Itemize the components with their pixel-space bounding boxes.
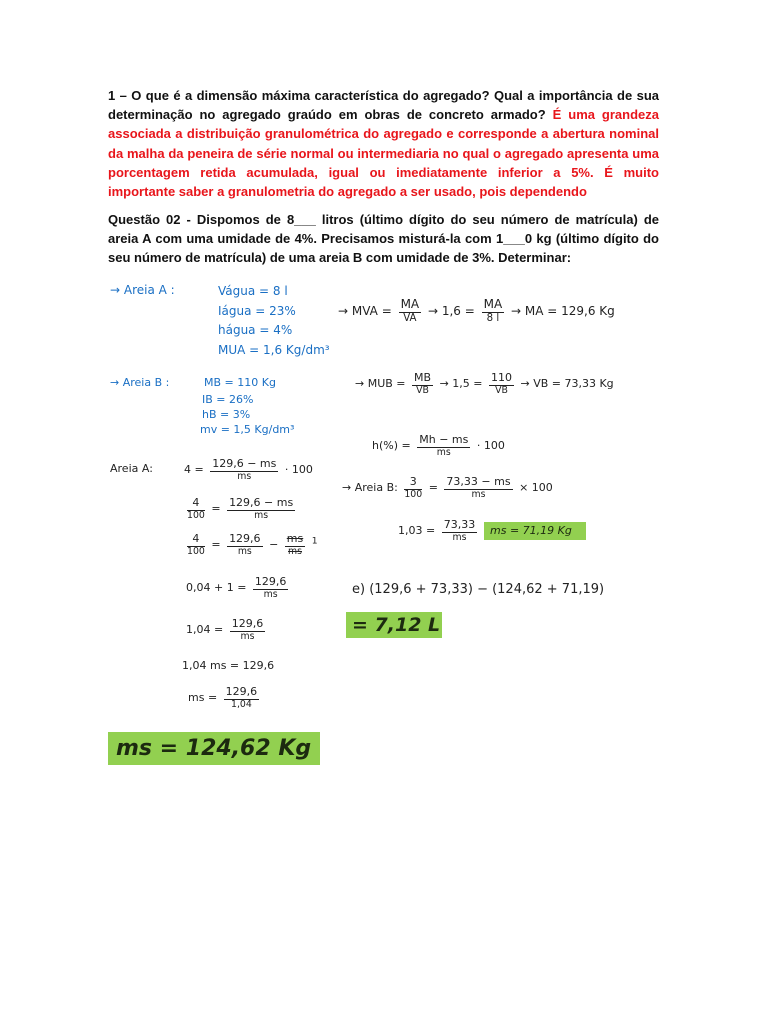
step-1-fraction xyxy=(210,458,278,482)
areia-a-iagua: Iágua = 23% xyxy=(218,304,296,318)
step-2-den: ms xyxy=(254,509,269,521)
step-3-lden: 100 xyxy=(187,545,205,557)
mub-mid: → 1,5 = xyxy=(439,377,483,391)
mva-f1-den: VA xyxy=(403,312,417,324)
item-e-result-highlight: = 7,12 L xyxy=(346,612,442,638)
mub-fraction-1 xyxy=(412,372,433,396)
areia-b-den: ms xyxy=(471,488,486,500)
areia-b-lden: 100 xyxy=(404,488,423,500)
areia-b-left-fraction xyxy=(404,476,422,500)
areia-b-steps-label: → Areia B: xyxy=(342,481,398,495)
areia-b-hb: hB = 3% xyxy=(202,408,251,421)
moisture-formula-tail: · 100 xyxy=(476,439,505,453)
final-result-highlight: ms = 124,62 Kg xyxy=(108,732,320,765)
step-3-mark: 1 xyxy=(311,535,318,547)
step-2-fraction xyxy=(227,497,295,521)
areia-a-vagua: Vágua = 8 l xyxy=(218,284,288,298)
areia-b-equals: = xyxy=(428,481,438,495)
step-3-lnum: 4 xyxy=(187,533,205,547)
step-7-den: 1,04 xyxy=(231,698,252,710)
areia-b-label: → Areia B : xyxy=(110,376,170,389)
question-2 xyxy=(108,210,659,268)
step-2-lnum: 4 xyxy=(187,497,205,511)
question-2-prompt: Questão 02 - Dispomos de 8___ litros (último dígito do seu número de matrícula) de areia A com uma umidade de 4%. Precisamos misturá-la com 1___0 kg (último dígito do seu número de matrícula) de uma areia B com umidade de 3%. Determinar: xyxy=(108,212,659,266)
areia-a-step-1 xyxy=(184,458,313,482)
mva-mid: → 1,6 = xyxy=(427,303,475,318)
step-5-lhs: 1,04 = xyxy=(186,623,224,637)
mva-f2-den: 8 l xyxy=(486,312,500,324)
item-e-expression: e) (129,6 + 73,33) − (124,62 + 71,19) xyxy=(352,582,605,597)
areia-a-step-4 xyxy=(186,576,291,600)
moisture-formula-den: ms xyxy=(436,446,451,458)
step-3-fraction xyxy=(227,533,263,557)
mub-lhs: → MUB = xyxy=(355,377,406,391)
areia-b-step-2-den: ms xyxy=(452,531,467,543)
areia-b-ib: IB = 26% xyxy=(202,393,254,406)
mva-lhs: → MVA = xyxy=(338,303,392,318)
step-2-num: 129,6 − ms xyxy=(229,496,294,509)
step-2-equals: = xyxy=(211,502,221,516)
step-5-num: 129,6 xyxy=(231,617,264,630)
mva-result: → MA = 129,6 Kg xyxy=(511,303,615,318)
step-3-left-fraction xyxy=(187,533,205,557)
areia-b-step-2-lhs: 1,03 = xyxy=(398,524,436,538)
step-3-mid: − xyxy=(269,538,279,552)
mub-result: → VB = 73,33 Kg xyxy=(520,377,614,391)
step-1-den: ms xyxy=(237,470,252,482)
areia-b-step-2 xyxy=(398,519,480,543)
areia-a-steps-label: Areia A: xyxy=(110,462,153,475)
step-5-fraction xyxy=(230,618,266,642)
areia-a-step-5 xyxy=(186,618,268,642)
step-3-cden: ms xyxy=(288,545,302,557)
areia-b-tail: × 100 xyxy=(519,481,553,495)
areia-a-step-2 xyxy=(184,497,298,521)
areia-a-step-6: 1,04 ms = 129,6 xyxy=(182,659,275,672)
areia-b-lnum: 3 xyxy=(404,476,422,490)
mva-f2-num: MA xyxy=(483,297,503,311)
moisture-formula xyxy=(372,434,505,458)
step-4-num: 129,6 xyxy=(254,575,287,588)
mub-fraction-2 xyxy=(489,372,514,396)
areia-b-num: 73,33 − ms xyxy=(446,475,511,488)
areia-a-mua: MUA = 1,6 Kg/dm³ xyxy=(218,343,330,357)
step-1-num: 129,6 − ms xyxy=(212,457,277,470)
mub-f2-num: 110 xyxy=(490,371,512,384)
step-3-den: ms xyxy=(237,545,252,557)
question-1-answer: É uma grandeza associada a distribuição granulométrica do agregado e corresponde a abertura nominal da malha da peneira de série normal ou intermediaria no qual o agregado apresenta uma porcentagem retida acumulada, igual ou imediatamente inferior a 5%. É muito importante saber a granulometria do agregado a ser usado, pois dependendo xyxy=(108,107,659,200)
step-2-lden: 100 xyxy=(187,509,205,521)
step-1-tail: · 100 xyxy=(284,463,313,477)
step-3-cnum: ms xyxy=(286,532,304,545)
step-7-fraction xyxy=(224,686,260,710)
areia-b-result-highlight: ms = 71,19 Kg xyxy=(484,522,586,540)
mub-f1-num: MB xyxy=(414,371,432,384)
areia-b-mb: MB = 110 Kg xyxy=(204,376,276,389)
step-1-lhs: 4 = xyxy=(184,463,204,477)
step-3-cancel-fraction xyxy=(285,533,305,557)
mub-calculation xyxy=(355,372,614,396)
step-4-fraction xyxy=(253,576,289,600)
question-1-prompt: 1 – O que é a dimensão máxima característica do agregado? Qual a importância de sua determinação no agregado graúdo em obras de concreto armado? xyxy=(108,88,659,123)
mva-fraction-1 xyxy=(399,298,422,325)
step-4-den: ms xyxy=(263,588,278,600)
question-1 xyxy=(108,86,659,201)
moisture-formula-lhs: h(%) = xyxy=(372,439,411,453)
mva-fraction-2 xyxy=(482,298,505,325)
areia-b-step-2-num: 73,33 xyxy=(443,518,476,531)
areia-a-hagua: hágua = 4% xyxy=(218,323,293,337)
areia-b-fraction xyxy=(444,476,512,500)
mub-f1-den: VB xyxy=(416,384,429,396)
areia-a-step-3 xyxy=(184,533,318,557)
step-2-left-fraction xyxy=(187,497,205,521)
areia-b-step-2-fraction xyxy=(442,519,478,543)
mva-calculation xyxy=(338,298,615,325)
mva-f1-num: MA xyxy=(400,297,420,311)
mub-f2-den: VB xyxy=(495,384,508,396)
step-3-num: 129,6 xyxy=(229,532,261,545)
step-4-lhs: 0,04 + 1 = xyxy=(186,581,247,595)
step-7-num: 129,6 xyxy=(225,685,258,698)
areia-a-step-7 xyxy=(188,686,262,710)
areia-b-mv: mv = 1,5 Kg/dm³ xyxy=(200,423,295,436)
step-7-lhs: ms = xyxy=(188,691,218,705)
step-3-equals: = xyxy=(211,538,221,552)
moisture-formula-num: Mh − ms xyxy=(419,433,469,446)
areia-a-label: → Areia A : xyxy=(110,283,175,297)
moisture-formula-fraction xyxy=(417,434,470,458)
areia-b-steps xyxy=(342,476,553,500)
step-5-den: ms xyxy=(240,630,255,642)
